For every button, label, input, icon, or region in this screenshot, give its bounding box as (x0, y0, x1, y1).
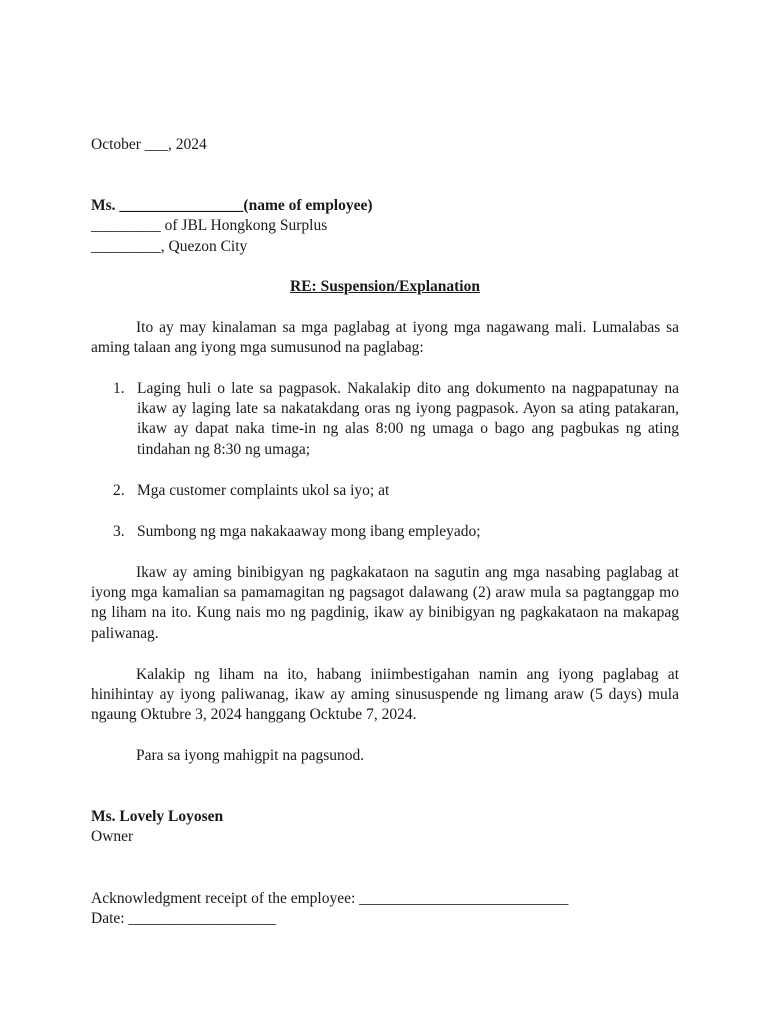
violation-text: Laging huli o late sa pagpasok. Nakalakip dito ang dokumento na nagpapatunay na ikaw ay laging late sa nakatakdang oras ng iyong pagpasok. Ayon sa ating patakaran, ikaw ay dapat naka time-in ng alas 8:00 ng umaga o bago ang pagbukas ng ating tindahan ng 8:30 ng umaga; (137, 380, 679, 458)
violation-text: Mga customer complaints ukol sa iyo; at (137, 482, 390, 499)
acknowledgment-receipt-line: Acknowledgment receipt of the employee: ___________________________ (91, 890, 569, 907)
date-line: October ___, 2024 (91, 136, 207, 153)
violation-text: Sumbong ng mga nakakaaway mong ibang empleyado; (137, 523, 481, 540)
signatory-title: Owner (91, 828, 134, 845)
intro-paragraph: Ito ay may kinalaman sa mga paglabag at iyong mga nagawang mali. Lumalabas sa aming talaan ang iyong mga sumusunod na paglabag: (91, 319, 679, 357)
recipient-address-line: _________, Quezon City (91, 238, 248, 255)
letter-page (91, 0, 679, 1024)
signatory-name: Ms. Lovely Loyosen (91, 808, 224, 825)
recipient-company-line: _________ of JBL Hongkong Surplus (91, 217, 328, 234)
acknowledgment-date-line: Date: ___________________ (91, 910, 276, 927)
recipient-name-line: Ms. ________________(name of employee) (91, 197, 373, 214)
closing-paragraph: Para sa iyong mahigpit na pagsunod. (136, 747, 365, 764)
opportunity-paragraph: Ikaw ay aming binibigyan ng pagkakataon na sagutin ang mga nasabing paglabag at iyong mga kamalian sa pamamagitan ng pagsagot dalawang (2) araw mula sa pagtanggap mo ng liham na ito. Kung nais mo ng pagdinig, ikaw ay binibigyan ng pagkakataon na makapag paliwanag. (91, 564, 679, 642)
violation-number: 1. (113, 380, 125, 397)
subject-line: RE: Suspension/Explanation (290, 278, 480, 295)
violation-number: 3. (113, 523, 125, 540)
suspension-paragraph: Kalakip ng liham na ito, habang iniimbestigahan namin ang iyong paglabag at hinihintay ay iyong paliwanag, ikaw ay aming sinususpende ng limang araw (5 days) mula ngaung Oktubre 3, 2024 hanggang Ocktube 7, 2024. (91, 666, 679, 724)
violation-number: 2. (113, 482, 125, 499)
